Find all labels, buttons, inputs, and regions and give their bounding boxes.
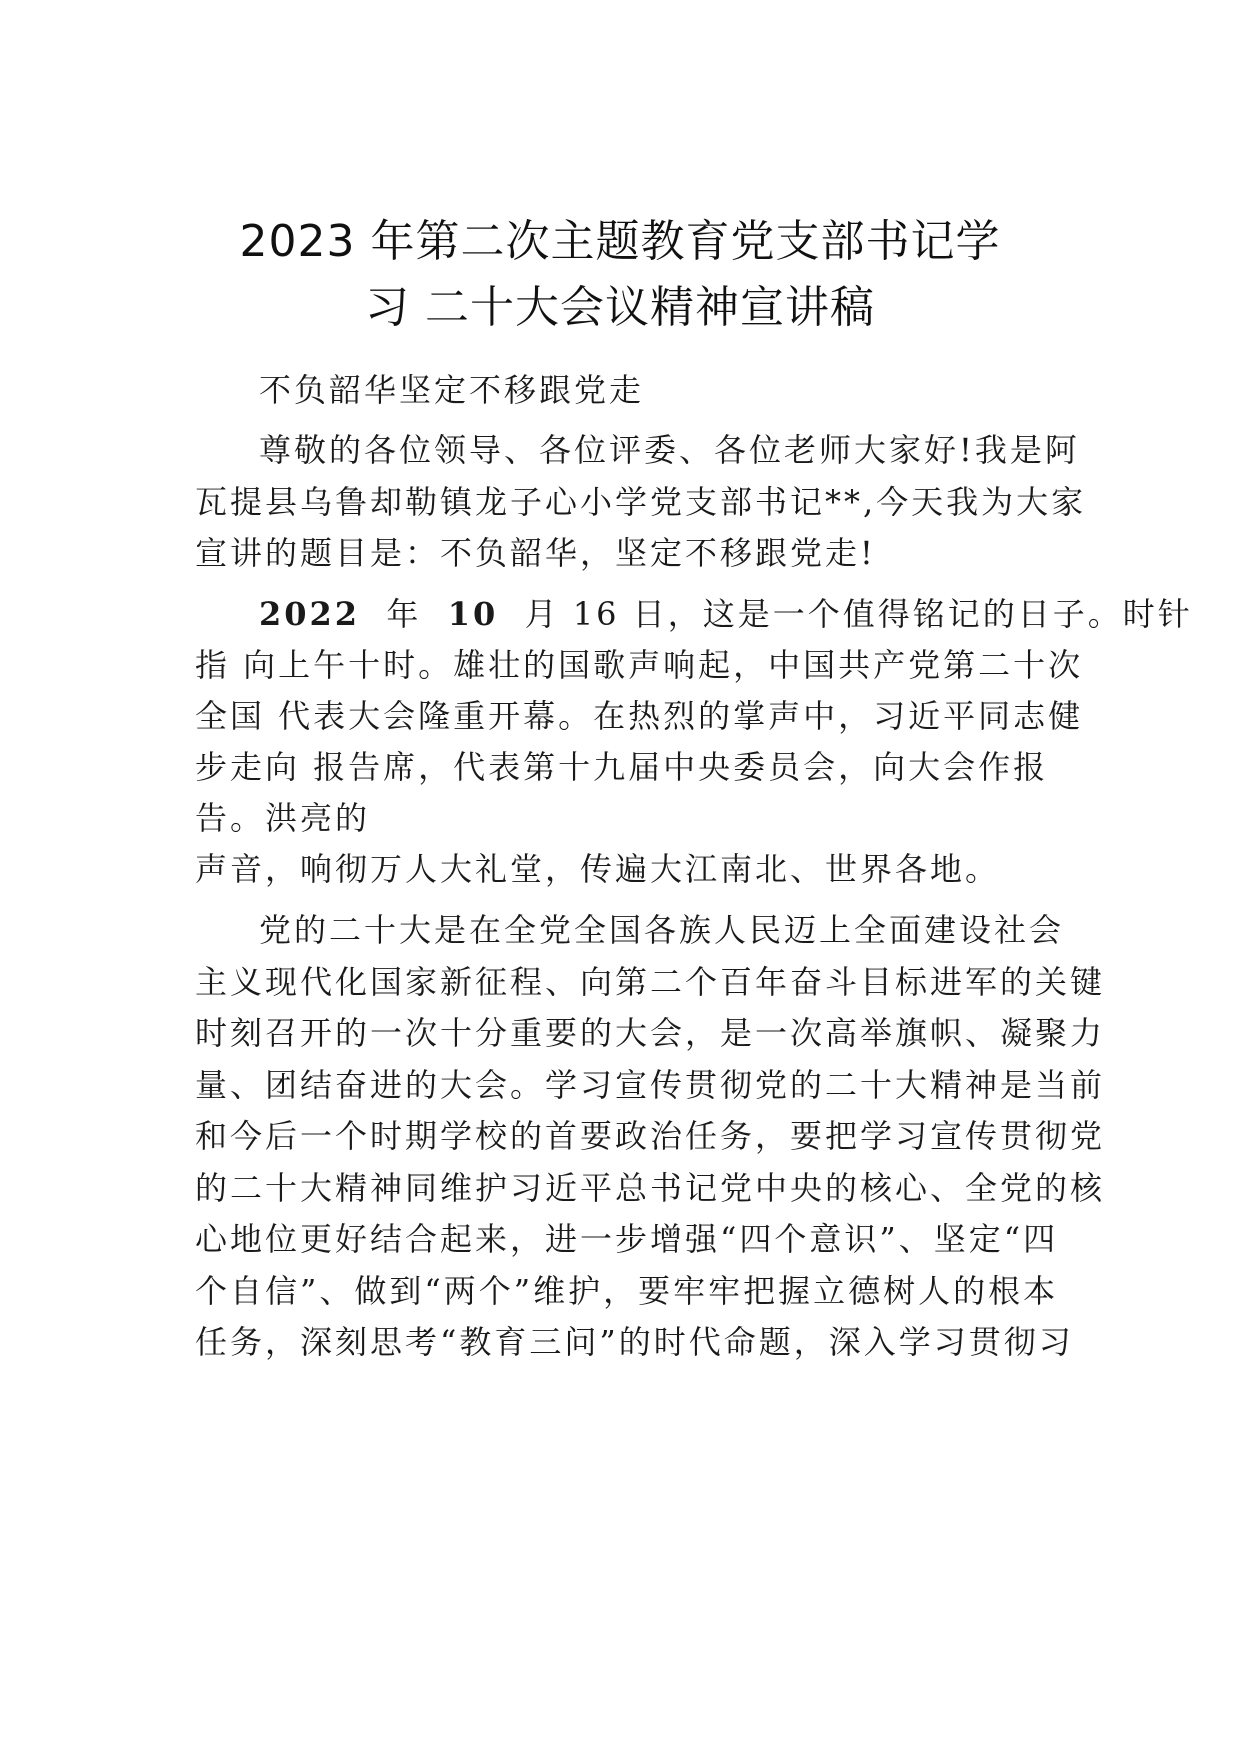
date-year-unit: 年 [386,595,422,633]
paragraph-3-line-6: 的二十大精神同维护习近平总书记党中央的核心、全党的核 [195,1169,1106,1207]
paragraph-2-line-5: 告。洪亮的 [195,799,371,837]
paragraph-1-line-1: 尊敬的各位领导、各位评委、各位老师大家好!我是阿 [259,431,1080,469]
paragraph-3-line-9: 任务，深刻思考“教育三问”的时代命题，深入学习贯彻习 [195,1323,1074,1361]
paragraph-2-line-4: 步走向 报告席，代表第十九届中央委员会，向大会作报 [195,748,1049,786]
paragraph-3-line-8: 个自信”、做到“两个”维护，要牢牢把握立德树人的根本 [195,1272,1059,1310]
paragraph-2-line-1 [259,592,1193,636]
paragraph-2-line-2: 指 向上午十时。雄壮的国歌声响起，中国共产党第二十次 [195,646,1084,684]
paragraph-1-line-2: 瓦提县乌鲁却勒镇龙子心小学党支部书记**,今天我为大家 [195,483,1087,521]
paragraph-1-line-3: 宣讲的题目是：不负韶华，坚定不移跟党走! [195,534,876,572]
document-title-line-2: 习 二十大会议精神宣讲稿 [365,282,875,333]
paragraph-3-line-1: 党的二十大是在全党全国各族人民迈上全面建设社会 [259,911,1065,949]
paragraph-2-line-6: 声音，响彻万人大礼堂，传遍大江南北、世界各地。 [195,850,1001,888]
date-rest: 月 16 日，这是一个值得铭记的日子。时针 [524,595,1193,633]
paragraph-3-line-2: 主义现代化国家新征程、向第二个百年奋斗目标进军的关键 [195,963,1106,1001]
date-month: 10 [447,595,499,633]
paragraph-2-line-3: 全国 代表大会隆重开幕。在热烈的掌声中，习近平同志健 [195,697,1084,735]
document-subtitle: 不负韶华坚定不移跟党走 [259,371,645,409]
paragraph-3-line-5: 和今后一个时期学校的首要政治任务，要把学习宣传贯彻党 [195,1117,1106,1155]
paragraph-3-line-3: 时刻召开的一次十分重要的大会，是一次高举旗帜、凝聚力 [195,1014,1106,1052]
paragraph-3-line-4: 量、团结奋进的大会。学习宣传贯彻党的二十大精神是当前 [195,1066,1106,1104]
date-year: 2022 [259,595,361,633]
paragraph-3-line-7: 心地位更好结合起来，进一步增强“四个意识”、坚定“四 [195,1220,1059,1258]
document-title-line-1: 2023 年第二次主题教育党支部书记学 [239,216,1001,267]
